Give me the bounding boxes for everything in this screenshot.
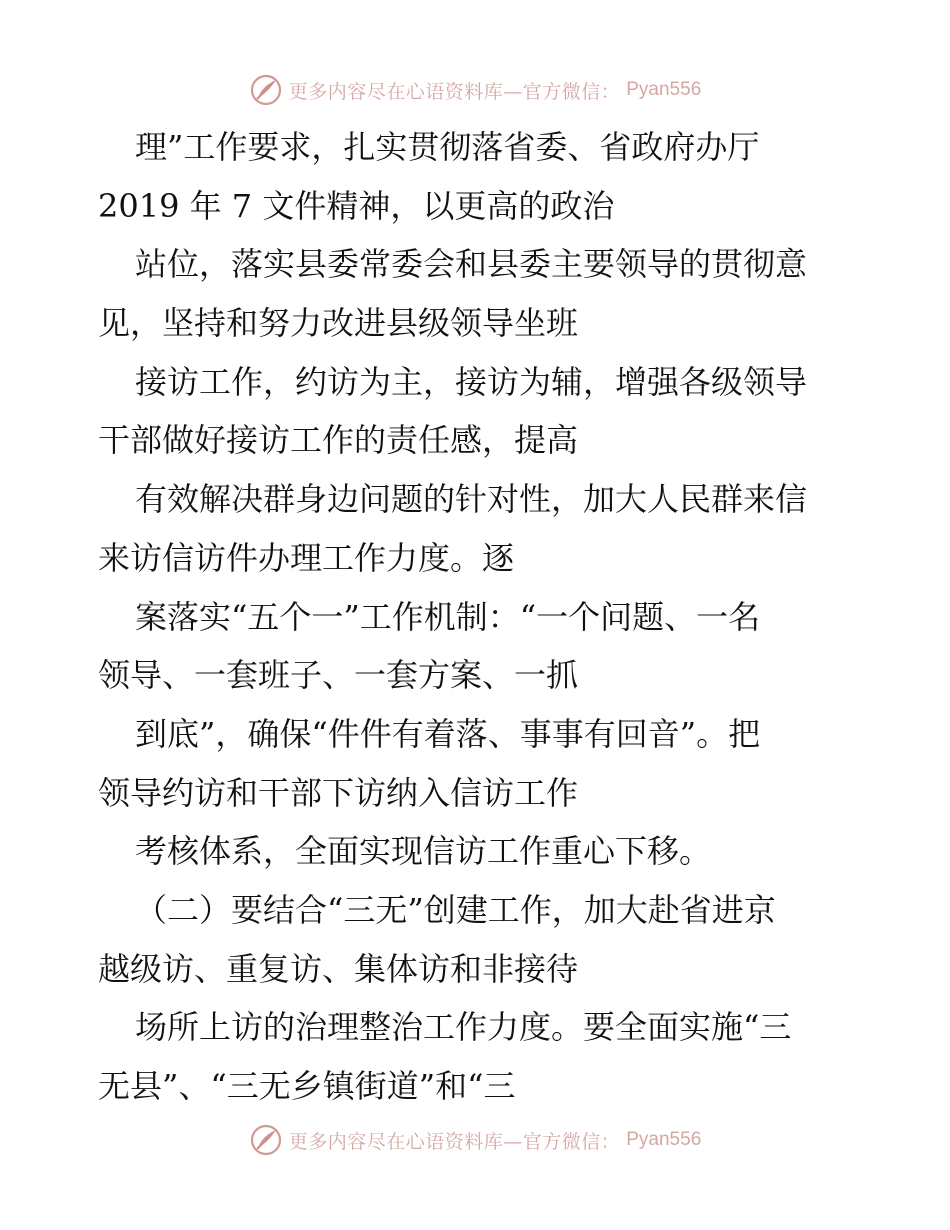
watermark-text: 更多内容尽在心语资料库—官方微信：: [288, 1130, 621, 1153]
text-line: 来访信访件办理工作力度。逐: [98, 538, 515, 577]
text-line: 领导、一套班子、一套方案、一抓: [98, 656, 579, 695]
watermark-footer: [0, 1120, 950, 1160]
text-line: 场所上访的治理整治工作力度。要全面实施“三: [135, 1008, 792, 1047]
text-line: 接访工作，约访为主，接访为辅，增强各级领导: [135, 362, 808, 401]
text-line: 理”工作要求，扎实贯彻落省委、省政府办厅: [135, 128, 760, 166]
text-line: 无县”、“三无乡镇街道”和“三: [98, 1067, 516, 1105]
text-line: 越级访、重复访、集体访和非接待: [98, 949, 579, 988]
text-line: 有效解决群身边问题的针对性，加大人民群来信: [135, 480, 808, 519]
text-line: 案落实“五个一”工作机制：“一个问题、一名: [135, 597, 761, 636]
text-line: 到底”，确保“件件有着落、事事有回音”。把: [135, 714, 761, 753]
watermark-header: [0, 70, 950, 110]
text-line: 干部做好接访工作的责任感，提高: [98, 421, 579, 460]
text-line: 领导约访和干部下访纳入信访工作: [98, 773, 579, 812]
text-line: （二）要结合“三无”创建工作，加大赴省进京: [135, 890, 776, 929]
document-body: [98, 118, 858, 1116]
text-line: 考核体系，全面实现信访工作重心下移。: [135, 832, 712, 871]
watermark-account: Pyan556: [626, 1129, 702, 1150]
quill-logo-icon: [249, 73, 283, 107]
watermark-account: Pyan556: [626, 79, 702, 100]
quill-logo-icon: [249, 1123, 283, 1157]
text-line: 见，坚持和努力改进县级领导坐班: [98, 304, 579, 343]
text-line: 站位，落实县委常委会和县委主要领导的贯彻意: [135, 245, 808, 284]
text-line: 2019 年 7 文件精神，以更高的政治: [98, 186, 615, 225]
watermark-text: 更多内容尽在心语资料库—官方微信：: [288, 80, 621, 103]
